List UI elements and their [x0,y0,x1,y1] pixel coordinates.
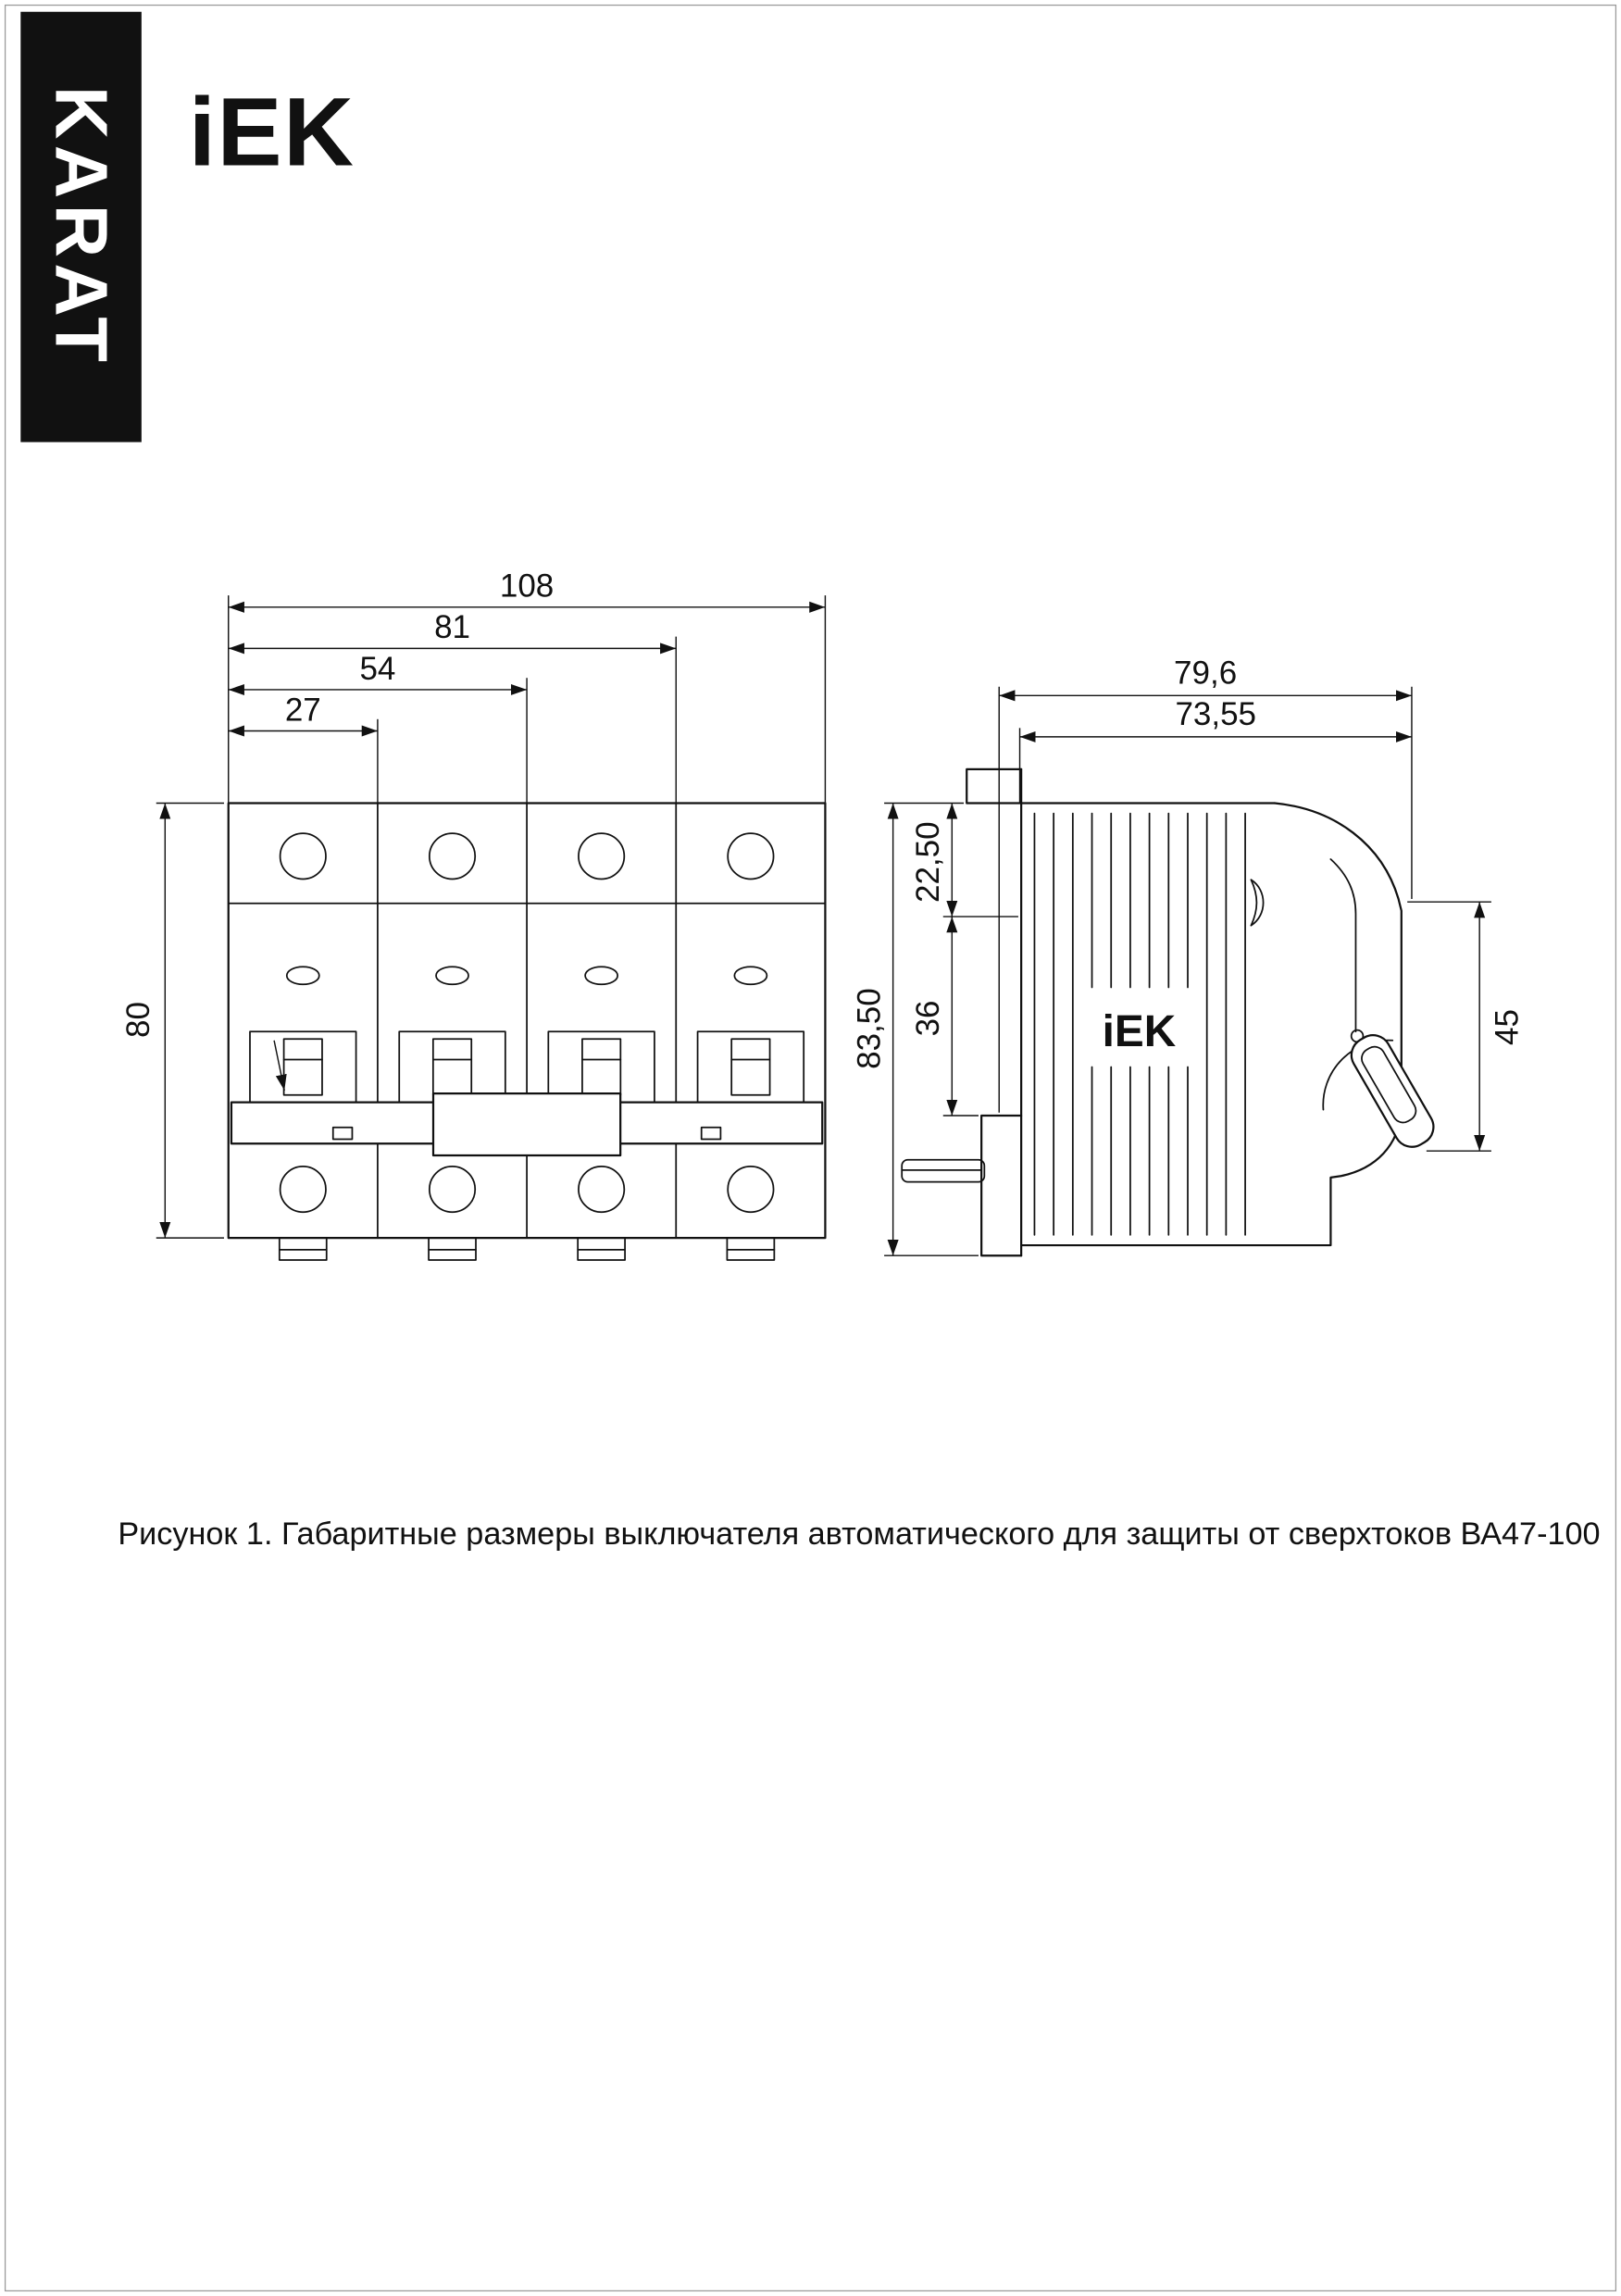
pole-4-top-terminal-screw [728,833,773,879]
din-clip-tabs [280,1238,775,1260]
dim-value-22-50: 22,50 [909,821,946,903]
dim-value-54: 54 [359,650,396,687]
dim-value-73-55: 73,55 [1175,696,1257,733]
figure-caption: Рисунок 1. Габаритные размеры выключателя автоматического для защиты от сверхтоков ВА47-100 [118,1516,1601,1553]
front-view [229,804,826,1260]
dim-value-45: 45 [1489,1009,1526,1045]
pole-3-toggle [548,1031,655,1102]
pole-2-toggle [399,1031,505,1102]
pole-3-bottom-terminal-screw [579,1167,624,1212]
pole-1-top-terminal-screw [281,833,326,879]
dim-value-80: 80 [119,1002,156,1038]
pole-1-indicator-window [287,967,319,984]
side-front-inner-contour [1330,859,1355,1031]
side-view [902,769,1440,1255]
pole-2-top-terminal-screw [430,833,475,879]
side-bottom-front [1021,1111,1402,1245]
dim-value-36: 36 [909,1000,946,1037]
pole-4-bottom-terminal-screw [728,1167,773,1212]
dim-value-81: 81 [434,609,471,646]
karat-vertical-label: KARAT [40,85,123,368]
dim-value-108: 108 [499,568,555,605]
pole-3-indicator-window [585,967,617,984]
pole-2-indicator-window [436,967,468,984]
iek-logo: iEK [188,78,355,187]
page-border [6,6,1616,2291]
side-rear-top-tab [966,769,1021,804]
dim-value-83-50: 83,50 [851,988,888,1069]
latch-crescent-inner [1251,880,1256,925]
pole-4-toggle [698,1031,804,1102]
pole-1-lever-indicator [274,1041,284,1091]
dim-value-79-6: 79,6 [1174,655,1238,692]
pole-4-indicator-window [734,967,767,984]
din-rail-clip [902,1116,1021,1255]
pole-3-top-terminal-screw [579,833,624,879]
karat-sidebar [20,12,142,443]
pole-1-bottom-terminal-screw [281,1167,326,1212]
pole-2-bottom-terminal-screw [430,1167,475,1212]
side-iek-logo: iEK [1102,1007,1177,1057]
pole-1-toggle [250,1031,356,1102]
toggle-lever [1345,1029,1440,1154]
dim-value-27: 27 [284,692,321,729]
tie-bar-center-plate [433,1093,620,1155]
